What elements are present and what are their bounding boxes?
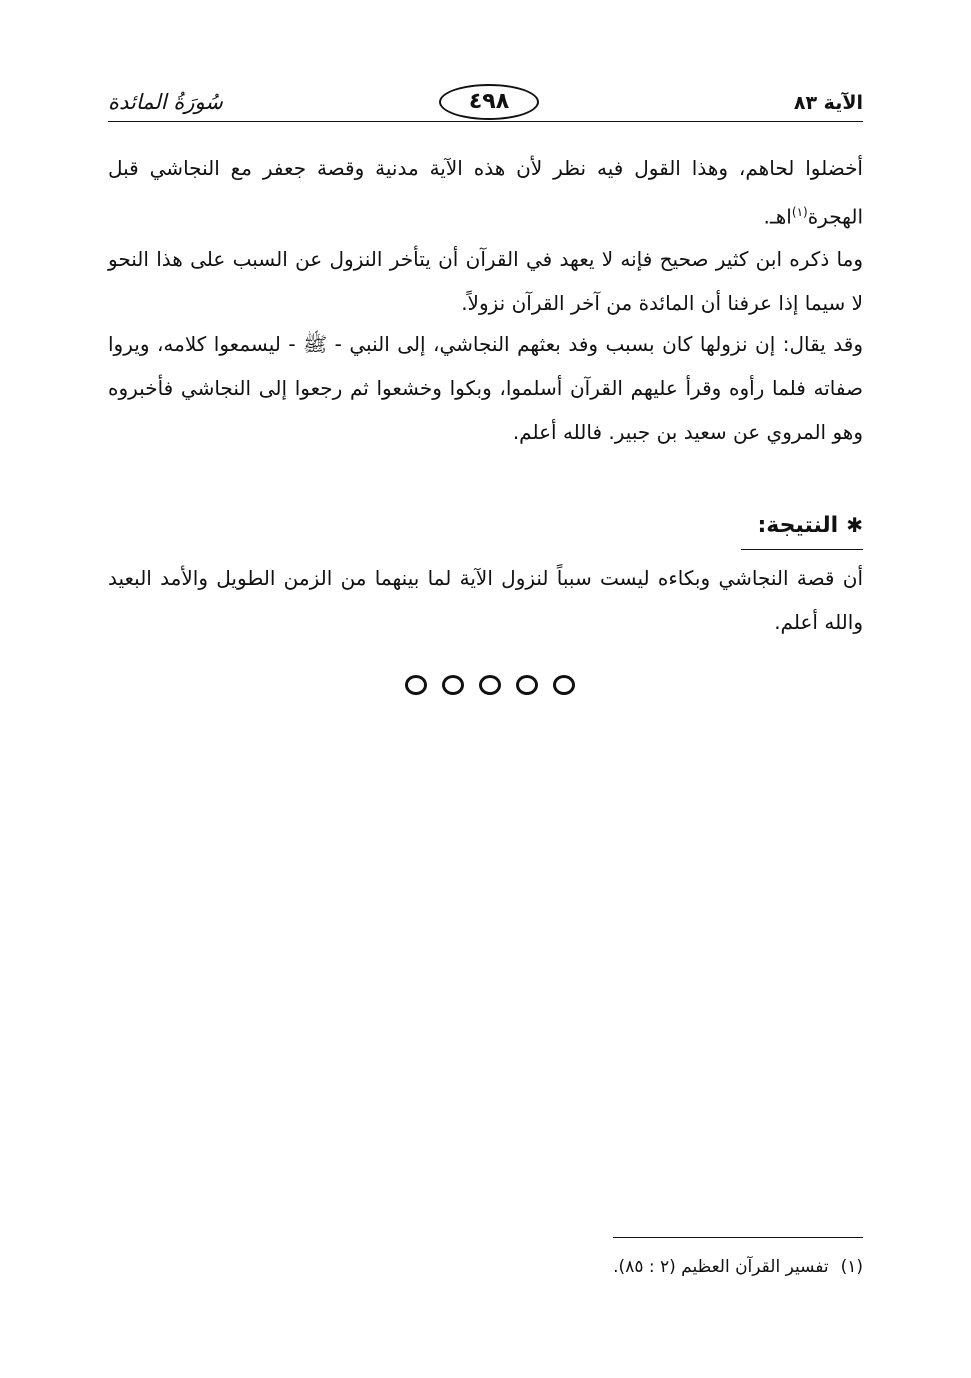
paragraph-1-end: اهـ. — [763, 204, 792, 229]
footnote — [613, 1252, 863, 1282]
paragraph-3: وقد يقال: إن نزولها كان بسبب وفد بعثهم النجاشي، إلى النبي - ﷺ - ليسمعوا كلامه، ويروا صفاته فلما رأوه وقرأ عليهم القرآن أسلموا، وبكوا وخشعوا ثم رجعوا إلى النجاشي فأخبروه وهو المروي عن سعيد بن جبير. فالله أعلم. — [108, 332, 863, 444]
paragraph-1 — [108, 146, 863, 239]
ornament-circle-icon — [405, 675, 427, 695]
section-ornament — [405, 671, 575, 699]
ornament-circle-icon — [479, 675, 501, 695]
ornament-circle-icon — [442, 675, 464, 695]
result-heading-label: النتيجة: — [757, 513, 839, 538]
ornament-circle-icon — [553, 675, 575, 695]
page-header — [108, 84, 863, 124]
footnote-divider — [613, 1237, 863, 1238]
verse-label: الآية ٨٣ — [793, 92, 863, 114]
surah-name: سُورَةُ المائدة — [108, 90, 223, 114]
result-paragraph: أن قصة النجاشي وبكاءه ليست سبباً لنزول الآية لما بينهما من الزمن الطويل والأمد البعيد والله أعلم. — [108, 566, 863, 634]
paragraph-2: وما ذكره ابن كثير صحيح فإنه لا يعهد في القرآن أن يتأخر النزول عن السبب على هذا النحو لا سيما إذا عرفنا أن المائدة من آخر القرآن نزولاً. — [108, 247, 863, 315]
paragraph-1-text: أخضلوا لحاهم، وهذا القول فيه نظر لأن هذه الآية مدنية وقصة جعفر مع النجاشي قبل الهجرة — [108, 156, 863, 229]
header-divider — [108, 121, 863, 122]
star-icon: ✱ — [846, 513, 863, 537]
result-heading — [741, 506, 863, 550]
footnote-text: تفسير القرآن العظيم (٢ : ٨٥). — [613, 1257, 829, 1277]
ornament-circle-icon — [516, 675, 538, 695]
footnote-reference: (١) — [791, 205, 808, 219]
page-number: ٤٩٨ — [439, 84, 539, 120]
footnote-marker: (١) — [840, 1257, 863, 1277]
